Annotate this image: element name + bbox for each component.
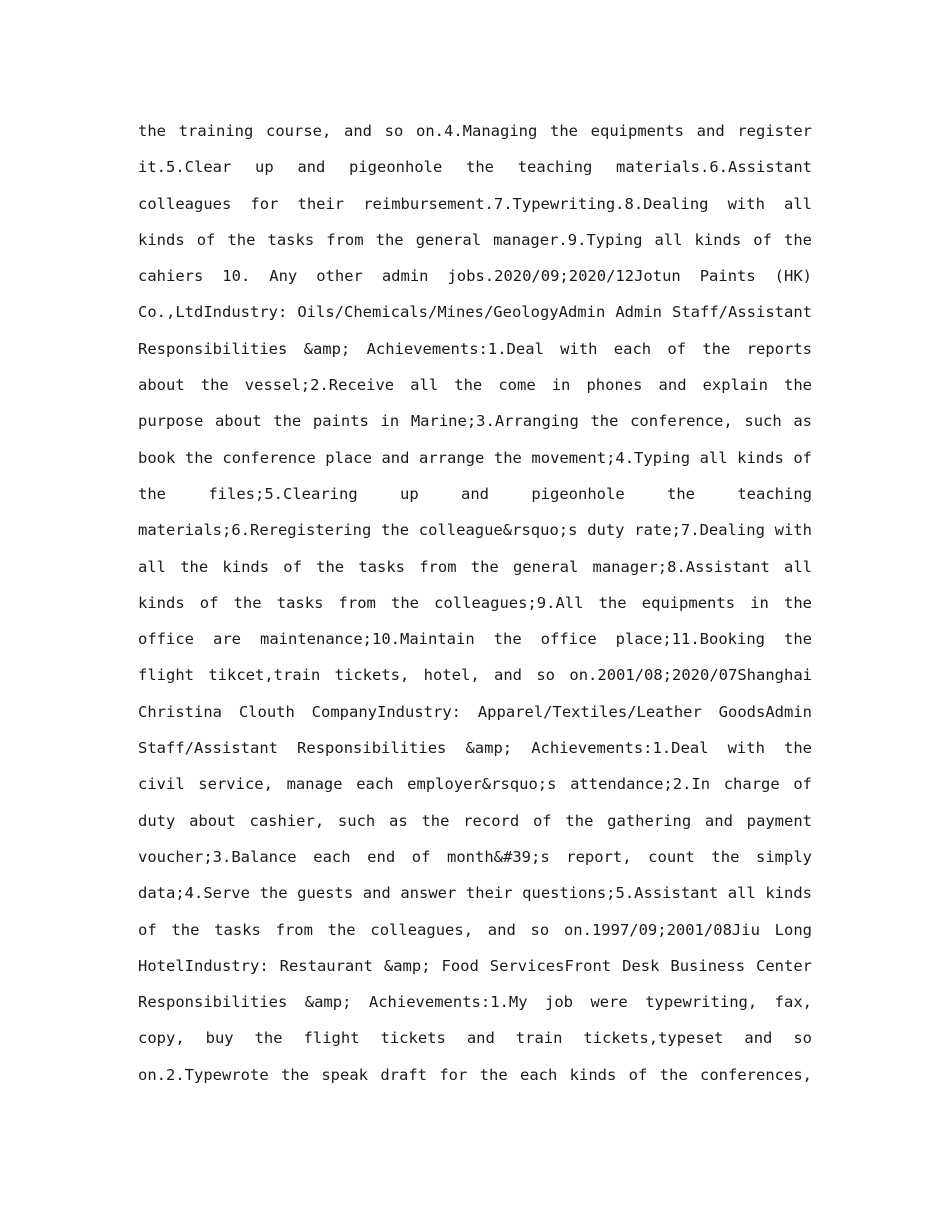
- text-line: Responsibilities &amp; Achievements:1.Deal with each of the reports: [138, 339, 812, 358]
- text-line: data;4.Serve the guests and answer their questions;5.Assistant all kinds: [138, 884, 812, 903]
- resume-body-text: [138, 113, 812, 1093]
- text-line: it.5.Clear up and pigeonhole the teaching materials.6.Assistant: [138, 158, 812, 177]
- text-line: cahiers 10. Any other admin jobs.2020/09;2020/12Jotun Paints (HK): [138, 267, 812, 286]
- text-line: on.2.Typewrote the speak draft for the each kinds of the conferences,: [138, 1065, 812, 1084]
- text-line: kinds of the tasks from the colleagues;9.All the equipments in the: [138, 593, 812, 612]
- text-line: duty about cashier, such as the record of the gathering and payment: [138, 811, 812, 830]
- text-line: purpose about the paints in Marine;3.Arranging the conference, such as: [138, 412, 812, 431]
- text-line: copy, buy the flight tickets and train tickets,typeset and so: [138, 1029, 812, 1048]
- text-line: materials;6.Reregistering the colleague&rsquo;s duty rate;7.Dealing with: [138, 521, 812, 540]
- text-line: kinds of the tasks from the general manager.9.Typing all kinds of the: [138, 230, 812, 249]
- text-line: the training course, and so on.4.Managing the equipments and register: [138, 122, 812, 140]
- text-line: about the vessel;2.Receive all the come in phones and explain the: [138, 376, 812, 395]
- text-line: of the tasks from the colleagues, and so on.1997/09;2001/08Jiu Long: [138, 920, 812, 939]
- text-line: civil service, manage each employer&rsquo;s attendance;2.In charge of: [138, 775, 812, 794]
- text-line: colleagues for their reimbursement.7.Typewriting.8.Dealing with all: [138, 194, 812, 213]
- text-line: Christina Clouth CompanyIndustry: Apparel/Textiles/Leather GoodsAdmin: [138, 702, 812, 721]
- text-line: HotelIndustry: Restaurant &amp; Food ServicesFront Desk Business Center: [138, 956, 812, 975]
- text-line: the files;5.Clearing up and pigeonhole the teaching: [138, 484, 812, 503]
- text-line: all the kinds of the tasks from the general manager;8.Assistant all: [138, 557, 812, 576]
- text-line: flight tikcet,train tickets, hotel, and so on.2001/08;2020/07Shanghai: [138, 666, 812, 685]
- text-line: office are maintenance;10.Maintain the office place;11.Booking the: [138, 630, 812, 649]
- text-line: Responsibilities &amp; Achievements:1.My job were typewriting, fax,: [138, 993, 812, 1012]
- text-line: voucher;3.Balance each end of month&#39;s report, count the simply: [138, 847, 812, 866]
- text-line: Co.,LtdIndustry: Oils/Chemicals/Mines/GeologyAdmin Admin Staff/Assistant: [138, 303, 812, 322]
- text-line: Staff/Assistant Responsibilities &amp; Achievements:1.Deal with the: [138, 739, 812, 758]
- text-line: book the conference place and arrange the movement;4.Typing all kinds of: [138, 448, 812, 467]
